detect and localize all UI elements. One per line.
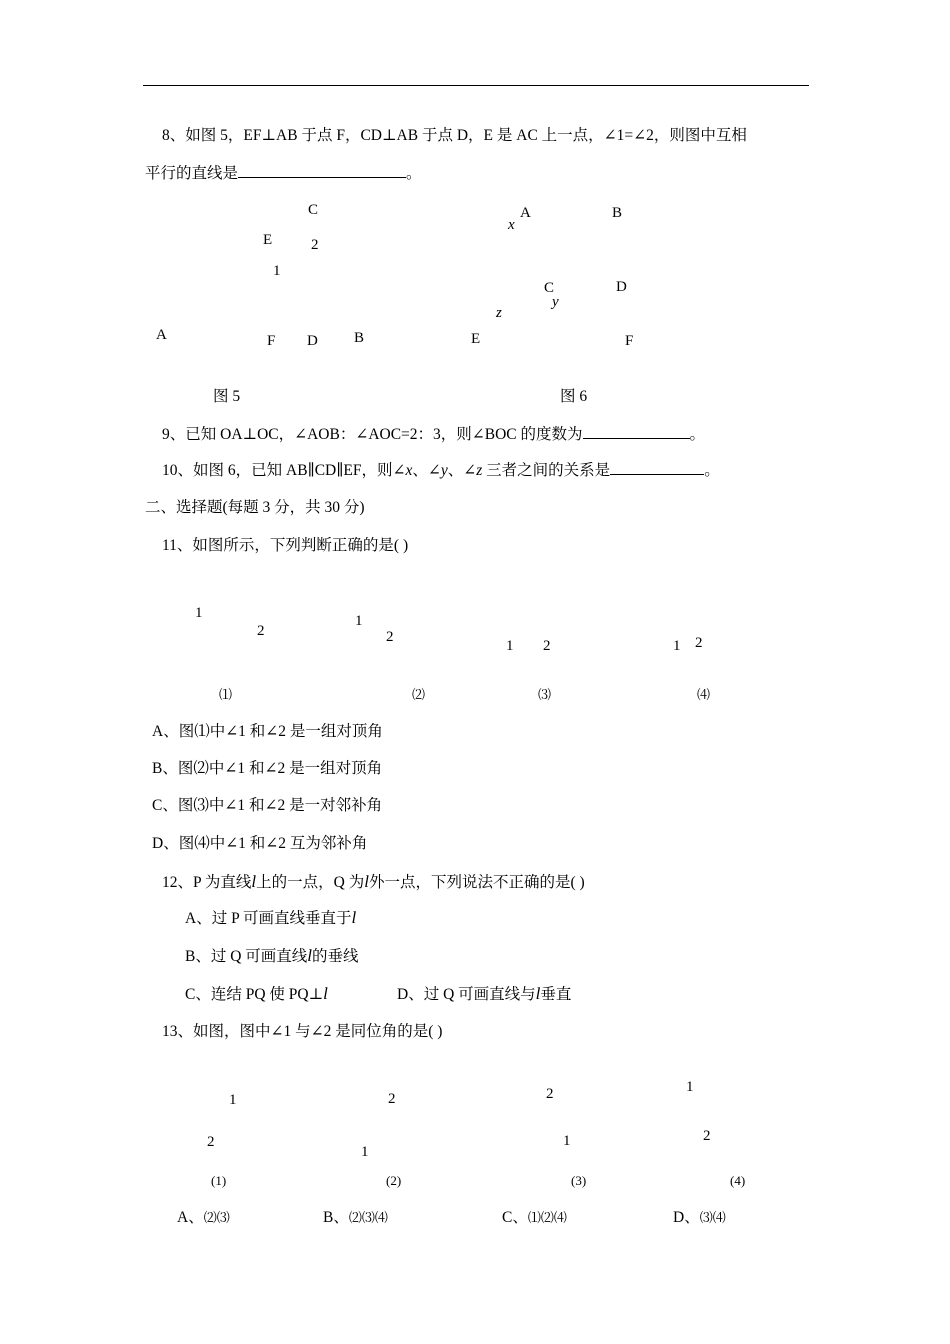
q11-fig3-label-2: 2 <box>543 638 551 654</box>
fig6-label-C: C <box>544 280 555 296</box>
q12-option-b-text-b: 的垂线 <box>312 948 359 965</box>
q12-stem-b: 上的一点，Q 为 <box>256 874 365 891</box>
q13-option-d-value: ⑶⑷ <box>699 1210 726 1225</box>
q8-line2 <box>145 163 422 184</box>
q12-option-d-text-b: 垂直 <box>540 986 572 1003</box>
q12-option-c-text: C、连结 PQ 使 PQ⊥ <box>185 986 324 1003</box>
q13-option-a-letter: A、 <box>177 1209 204 1226</box>
q8-answer-blank[interactable] <box>238 163 406 178</box>
q12-var-l: l <box>323 984 328 1003</box>
fig5-label-D: D <box>307 333 318 349</box>
q10-var-y: y <box>440 462 448 479</box>
q11-option-a[interactable]: A、图⑴中∠1 和∠2 是一组对顶角 <box>152 723 383 740</box>
q12-stem <box>162 872 585 893</box>
q11-fig3-label-1: 1 <box>506 638 514 654</box>
q13-option-b-letter: B、 <box>323 1209 349 1226</box>
q9-line <box>162 424 705 445</box>
q12-option-a[interactable] <box>185 908 356 929</box>
q13-option-a[interactable] <box>177 1208 230 1228</box>
q13-fig1-label-2: 2 <box>207 1134 215 1150</box>
q9-answer-blank[interactable] <box>583 424 690 439</box>
q11-caption-3: ⑶ <box>538 687 552 702</box>
q13-fig3-label-2: 2 <box>546 1086 554 1102</box>
q13-fig3-label-1: 1 <box>563 1133 571 1149</box>
q12-var-l: l <box>364 872 369 891</box>
q13-caption-4: (4) <box>730 1173 746 1188</box>
q9-end: 。 <box>689 426 706 443</box>
q13-option-b[interactable] <box>323 1208 388 1228</box>
fig6-label-F: F <box>625 333 634 349</box>
q12-option-d[interactable] <box>397 984 571 1005</box>
q12-stem-a: 12、P 为直线 <box>162 874 252 891</box>
fig6-label-z: z <box>496 305 502 321</box>
q10-line <box>162 460 720 481</box>
fig6-caption: 图 6 <box>560 388 588 405</box>
q10-pre: 10、如图 6，已知 AB∥CD∥EF，则∠ <box>162 462 406 479</box>
q13-fig4-label-1: 1 <box>686 1079 694 1095</box>
q11-fig2-label-2: 2 <box>386 629 394 645</box>
fig5-label-C: C <box>308 202 319 218</box>
q12-option-a-text: A、过 P 可画直线垂直于 <box>185 910 352 927</box>
q13-caption-1: (1) <box>211 1173 227 1188</box>
q11-fig1-label-2: 2 <box>257 623 265 639</box>
q13-option-c-letter: C、 <box>502 1209 528 1226</box>
q11-caption-4: ⑷ <box>697 687 711 702</box>
q8-end: 。 <box>406 165 422 182</box>
section-2-heading: 二、选择题(每题 3 分，共 30 分) <box>145 499 365 516</box>
q13-stem: 13、如图，图中∠1 与∠2 是同位角的是( ) <box>162 1023 443 1040</box>
q13-fig1-label-1: 1 <box>229 1092 237 1108</box>
fig6-label-B: B <box>612 205 623 221</box>
fig6-label-A: A <box>520 205 531 221</box>
q13-fig2-label-1: 1 <box>361 1144 369 1160</box>
q10-answer-blank[interactable] <box>610 460 704 475</box>
fig6-label-x: x <box>508 217 515 233</box>
q11-stem: 11、如图所示，下列判断正确的是( ) <box>162 537 409 554</box>
q10-sep2: 、∠ <box>447 462 477 479</box>
q11-fig4-label-2: 2 <box>695 635 703 651</box>
q12-var-l: l <box>535 984 541 1003</box>
q13-caption-2: (2) <box>386 1173 402 1188</box>
q10-var-z: z <box>476 462 483 479</box>
q12-var-l: l <box>351 908 357 927</box>
fig6-label-E: E <box>471 331 481 347</box>
q12-var-l: l <box>251 872 257 891</box>
q12-option-b[interactable] <box>185 946 359 967</box>
q13-fig4-label-2: 2 <box>703 1128 711 1144</box>
q10-post: 三者之间的关系是 <box>482 462 611 479</box>
q11-fig1-label-1: 1 <box>195 605 203 621</box>
q10-var-x: x <box>405 462 413 479</box>
fig5-label-E: E <box>263 232 273 248</box>
fig6-label-y: y <box>552 294 559 310</box>
fig5-label-B: B <box>354 330 365 346</box>
q13-fig2-label-2: 2 <box>388 1091 396 1107</box>
fig5-label-1: 1 <box>273 263 281 279</box>
q13-option-a-value: ⑵⑶ <box>203 1210 230 1225</box>
q11-option-c[interactable]: C、图⑶中∠1 和∠2 是一对邻补角 <box>152 797 383 814</box>
fig5-caption: 图 5 <box>213 388 241 405</box>
q12-var-l: l <box>307 946 313 965</box>
q8-text: 平行的直线是 <box>145 165 239 182</box>
q11-caption-2: ⑵ <box>412 687 426 702</box>
q10-end: 。 <box>704 462 720 479</box>
q11-option-b[interactable]: B、图⑵中∠1 和∠2 是一组对顶角 <box>152 760 383 777</box>
q13-option-c[interactable] <box>502 1208 567 1228</box>
fig5-label-F: F <box>267 333 276 349</box>
q13-caption-3: (3) <box>571 1173 587 1188</box>
q12-option-b-text-a: B、过 Q 可画直线 <box>185 948 308 965</box>
q12-option-d-text-a: D、过 Q 可画直线与 <box>397 986 536 1003</box>
q11-fig2-label-1: 1 <box>355 613 363 629</box>
q13-option-c-value: ⑴⑵⑷ <box>527 1210 567 1225</box>
fig6-label-D: D <box>616 279 627 295</box>
q11-caption-1: ⑴ <box>219 687 233 702</box>
q12-stem-c: 外一点，下列说法不正确的是( ) <box>368 874 585 891</box>
q10-sep1: 、∠ <box>412 462 441 479</box>
q8-line1: 8、如图 5，EF⊥AB 于点 F，CD⊥AB 于点 D，E 是 AC 上一点，∠1=∠2，则图中互相 <box>162 127 747 144</box>
q13-option-b-value: ⑵⑶⑷ <box>348 1210 388 1225</box>
q11-fig4-label-1: 1 <box>673 638 681 654</box>
q13-option-d-letter: D、 <box>673 1209 700 1226</box>
fig5-label-2: 2 <box>311 237 319 253</box>
q13-option-d[interactable] <box>673 1208 726 1228</box>
q11-option-d[interactable]: D、图⑷中∠1 和∠2 互为邻补角 <box>152 835 368 852</box>
q12-option-c[interactable] <box>185 984 328 1005</box>
fig5-label-A: A <box>156 327 167 343</box>
header-rule <box>143 85 809 86</box>
q9-text: 9、已知 OA⊥OC，∠AOB：∠AOC=2：3，则∠BOC 的度数为 <box>162 426 583 443</box>
